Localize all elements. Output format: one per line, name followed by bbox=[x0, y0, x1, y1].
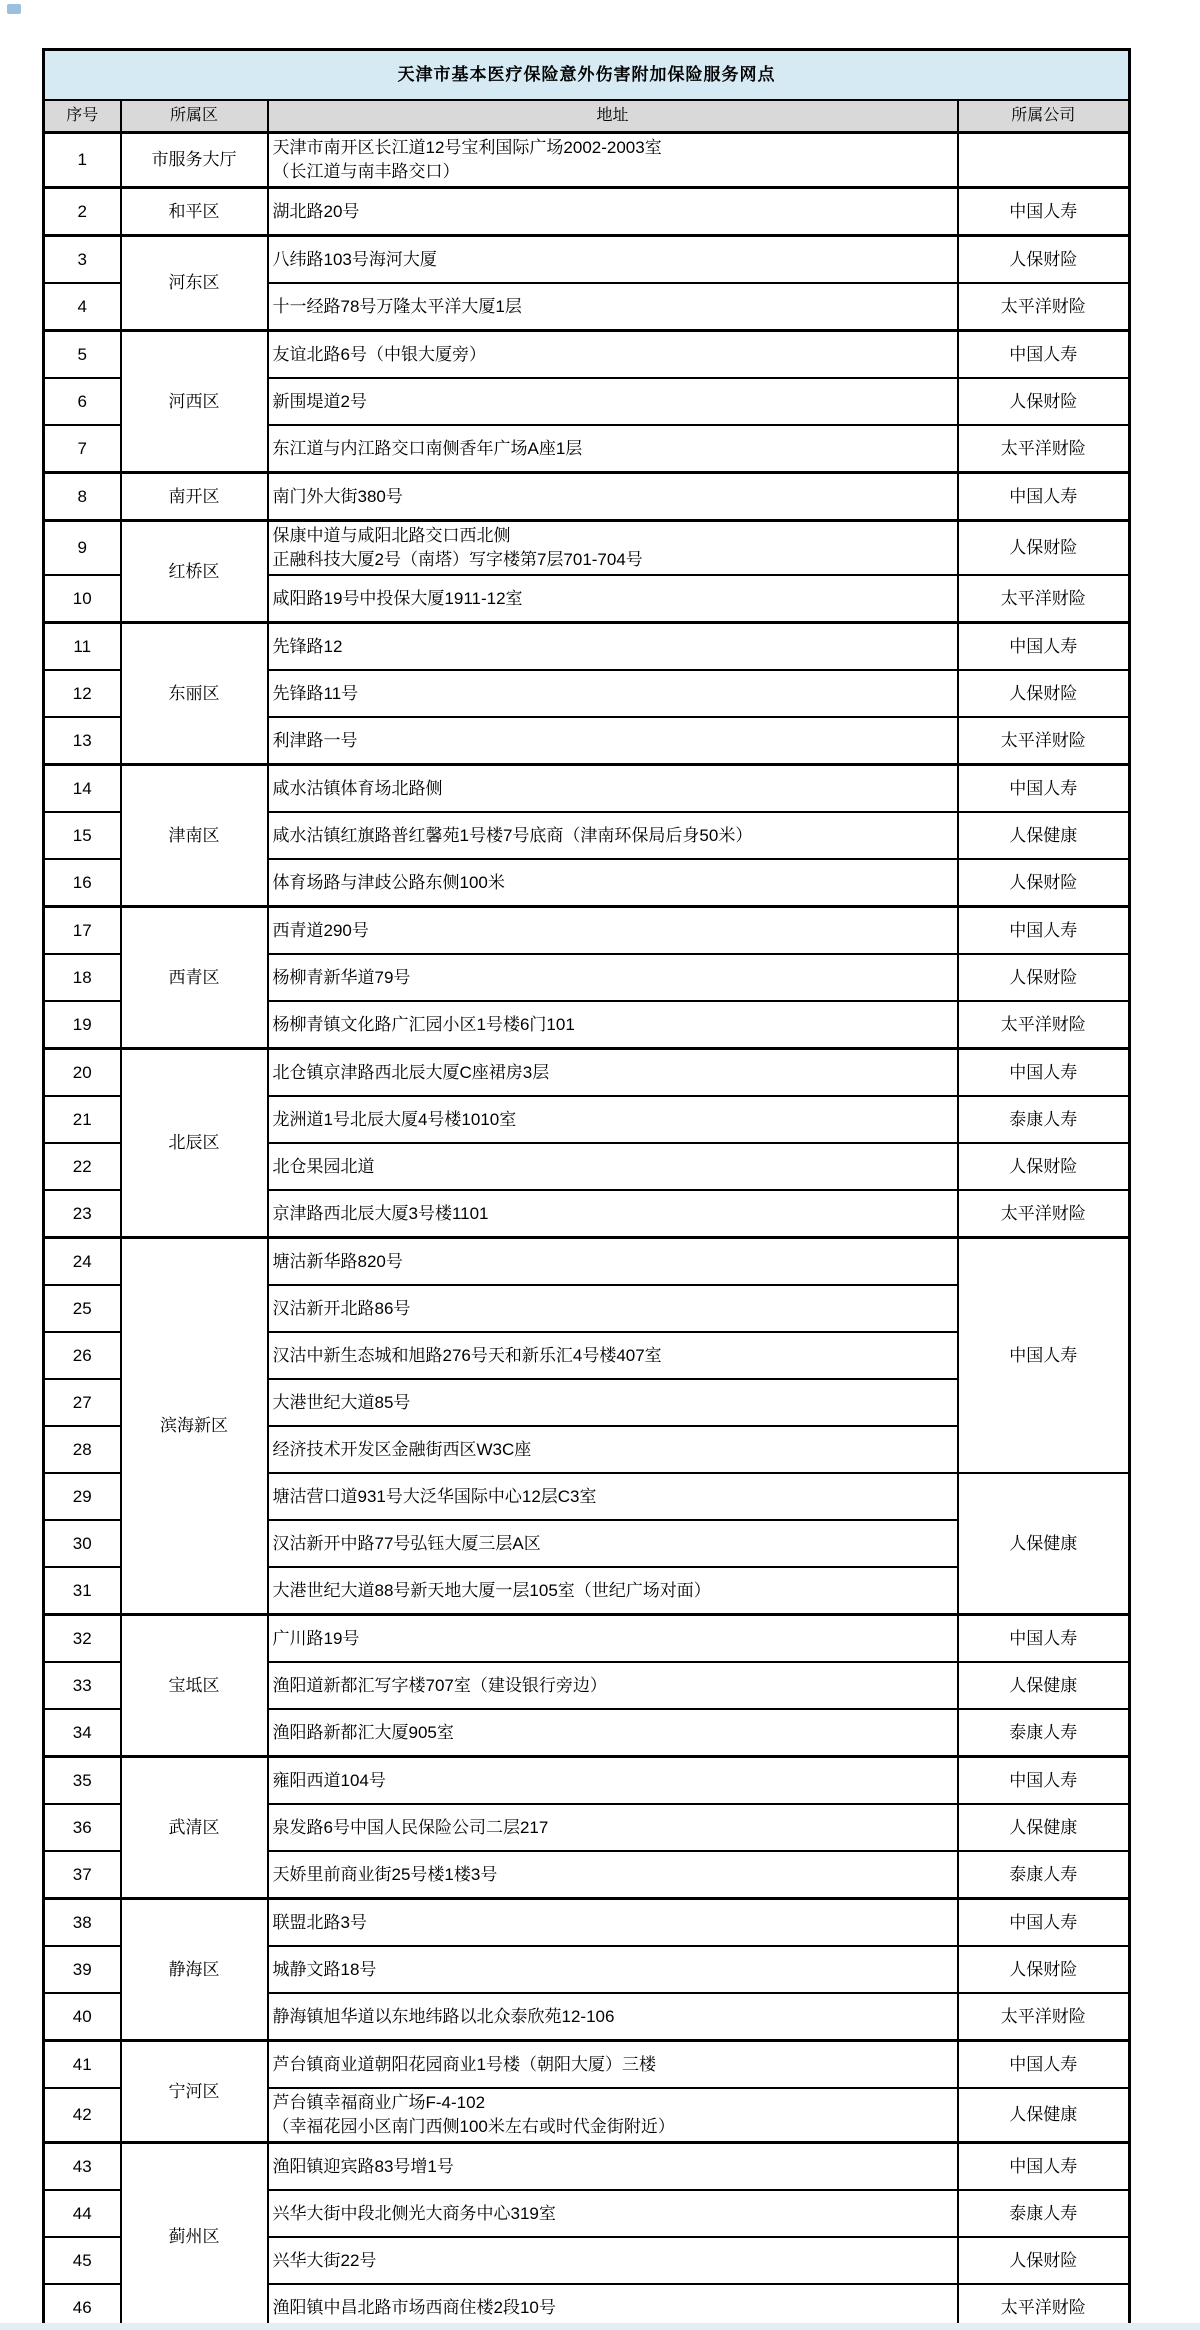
address-line: 友谊北路6号（中银大厦旁） bbox=[272, 344, 486, 364]
address-cell bbox=[268, 1709, 958, 1757]
address-cell bbox=[268, 1851, 958, 1899]
district-cell: 宝坻区 bbox=[121, 1615, 268, 1757]
row-number-cell: 23 bbox=[44, 1190, 121, 1238]
address-line: 保康中道与咸阳北路交口西北侧 bbox=[272, 526, 511, 545]
column-header-address: 地址 bbox=[268, 100, 958, 133]
row-number-cell: 20 bbox=[44, 1049, 121, 1097]
address-cell bbox=[268, 283, 958, 331]
company-cell: 中国人寿 bbox=[958, 1899, 1130, 1947]
address-line: （幸福花园小区南门西侧100米左右或时代金街附近） bbox=[272, 2117, 675, 2136]
address-line: 渔阳镇迎宾路83号增1号 bbox=[272, 2156, 454, 2176]
address-line: 汉沽中新生态城和旭路276号天和新乐汇4号楼407室 bbox=[272, 1345, 662, 1365]
address-cell bbox=[268, 1946, 958, 1993]
row-number-cell: 17 bbox=[44, 907, 121, 955]
company-cell: 中国人寿 bbox=[958, 2143, 1130, 2191]
address-line: 大港世纪大道85号 bbox=[272, 1392, 411, 1412]
company-cell: 人保健康 bbox=[958, 1473, 1130, 1615]
address-line: 西青道290号 bbox=[272, 920, 369, 940]
address-cell bbox=[268, 1190, 958, 1238]
address-line: 体育场路与津歧公路东侧100米 bbox=[272, 872, 505, 892]
company-cell: 人保财险 bbox=[958, 1143, 1130, 1190]
row-number-cell: 8 bbox=[44, 473, 121, 521]
address-cell bbox=[268, 521, 958, 576]
address-line: 南门外大街380号 bbox=[272, 486, 403, 506]
address-line: 渔阳镇中昌北路市场西商住楼2段10号 bbox=[272, 2297, 556, 2317]
table-row bbox=[44, 623, 1130, 671]
district-cell: 西青区 bbox=[121, 907, 268, 1049]
table-row bbox=[44, 236, 1130, 284]
corner-mark-icon bbox=[7, 4, 21, 14]
row-number-cell: 35 bbox=[44, 1757, 121, 1805]
row-number-cell: 44 bbox=[44, 2190, 121, 2237]
table-row bbox=[44, 1238, 1130, 1286]
address-cell bbox=[268, 1804, 958, 1851]
table-row bbox=[44, 907, 1130, 955]
address-cell bbox=[268, 1662, 958, 1709]
service-points-table bbox=[42, 48, 1131, 2330]
address-line: 龙洲道1号北辰大厦4号楼1010室 bbox=[272, 1109, 517, 1129]
table-row bbox=[44, 765, 1130, 813]
address-cell bbox=[268, 1238, 958, 1286]
row-number-cell: 3 bbox=[44, 236, 121, 284]
address-cell bbox=[268, 670, 958, 717]
company-cell: 中国人寿 bbox=[958, 623, 1130, 671]
address-line: 渔阳道新都汇写字楼707室（建设银行旁边） bbox=[272, 1675, 607, 1695]
address-cell bbox=[268, 2237, 958, 2284]
row-number-cell: 29 bbox=[44, 1473, 121, 1520]
company-cell: 人保健康 bbox=[958, 812, 1130, 859]
address-line: 汉沽新开北路86号 bbox=[272, 1298, 411, 1318]
company-cell: 中国人寿 bbox=[958, 188, 1130, 236]
address-line: 塘沽营口道931号大泛华国际中心12层C3室 bbox=[272, 1486, 597, 1506]
address-cell bbox=[268, 1757, 958, 1805]
company-cell: 人保财险 bbox=[958, 236, 1130, 284]
row-number-cell: 25 bbox=[44, 1285, 121, 1332]
district-cell: 南开区 bbox=[121, 473, 268, 521]
address-cell bbox=[268, 1001, 958, 1049]
company-cell: 人保财险 bbox=[958, 2237, 1130, 2284]
row-number-cell: 9 bbox=[44, 521, 121, 576]
row-number-cell: 34 bbox=[44, 1709, 121, 1757]
company-cell: 泰康人寿 bbox=[958, 1851, 1130, 1899]
company-cell: 人保财险 bbox=[958, 378, 1130, 425]
row-number-cell: 13 bbox=[44, 717, 121, 765]
row-number-cell: 32 bbox=[44, 1615, 121, 1663]
row-number-cell: 31 bbox=[44, 1567, 121, 1615]
row-number-cell: 26 bbox=[44, 1332, 121, 1379]
district-cell: 河东区 bbox=[121, 236, 268, 331]
address-line: 天娇里前商业街25号楼1楼3号 bbox=[272, 1864, 498, 1884]
company-cell: 太平洋财险 bbox=[958, 717, 1130, 765]
company-cell: 太平洋财险 bbox=[958, 575, 1130, 623]
table-row bbox=[44, 521, 1130, 576]
district-cell: 北辰区 bbox=[121, 1049, 268, 1238]
address-cell bbox=[268, 1379, 958, 1426]
row-number-cell: 12 bbox=[44, 670, 121, 717]
table-row bbox=[44, 188, 1130, 236]
address-cell bbox=[268, 859, 958, 907]
address-line: 北仓果园北道 bbox=[272, 1156, 375, 1176]
company-cell: 人保财险 bbox=[958, 1946, 1130, 1993]
row-number-cell: 5 bbox=[44, 331, 121, 379]
address-line: 联盟北路3号 bbox=[272, 1912, 367, 1932]
company-cell: 太平洋财险 bbox=[958, 1190, 1130, 1238]
column-header-district: 所属区 bbox=[121, 100, 268, 133]
row-number-cell: 21 bbox=[44, 1096, 121, 1143]
address-line: 塘沽新华路820号 bbox=[272, 1251, 403, 1271]
address-line: 正融科技大厦2号（南塔）写字楼第7层701-704号 bbox=[272, 550, 643, 569]
address-line: 兴华大街22号 bbox=[272, 2250, 377, 2270]
column-header-row bbox=[44, 100, 1130, 133]
address-cell bbox=[268, 473, 958, 521]
district-cell: 宁河区 bbox=[121, 2041, 268, 2143]
address-cell bbox=[268, 2190, 958, 2237]
district-cell: 红桥区 bbox=[121, 521, 268, 623]
row-number-cell: 1 bbox=[44, 133, 121, 188]
row-number-cell: 6 bbox=[44, 378, 121, 425]
row-number-cell: 7 bbox=[44, 425, 121, 473]
address-cell bbox=[268, 1993, 958, 2041]
row-number-cell: 15 bbox=[44, 812, 121, 859]
address-line: 东江道与内江路交口南侧香年广场A座1层 bbox=[272, 438, 583, 458]
row-number-cell: 30 bbox=[44, 1520, 121, 1567]
address-cell bbox=[268, 1332, 958, 1379]
row-number-cell: 42 bbox=[44, 2088, 121, 2143]
address-line: 先锋路11号 bbox=[272, 683, 359, 703]
table-row bbox=[44, 1615, 1130, 1663]
address-cell bbox=[268, 623, 958, 671]
address-cell bbox=[268, 188, 958, 236]
row-number-cell: 10 bbox=[44, 575, 121, 623]
address-line: 京津路西北辰大厦3号楼1101 bbox=[272, 1203, 489, 1223]
address-line: 杨柳青镇文化路广汇园小区1号楼6门101 bbox=[272, 1014, 575, 1034]
address-cell bbox=[268, 2041, 958, 2089]
district-cell: 蓟州区 bbox=[121, 2143, 268, 2330]
company-cell: 人保健康 bbox=[958, 2088, 1130, 2143]
title-row bbox=[44, 50, 1130, 101]
address-cell bbox=[268, 1049, 958, 1097]
district-cell: 市服务大厅 bbox=[121, 133, 268, 188]
address-line: 先锋路12 bbox=[272, 636, 343, 656]
address-line: 天津市南开区长江道12号宝利国际广场2002-2003室 bbox=[272, 138, 662, 157]
company-cell: 中国人寿 bbox=[958, 2041, 1130, 2089]
row-number-cell: 19 bbox=[44, 1001, 121, 1049]
address-cell bbox=[268, 575, 958, 623]
row-number-cell: 24 bbox=[44, 1238, 121, 1286]
address-cell bbox=[268, 1899, 958, 1947]
row-number-cell: 14 bbox=[44, 765, 121, 813]
company-cell: 人保健康 bbox=[958, 1662, 1130, 1709]
address-line: 新围堤道2号 bbox=[272, 391, 367, 411]
row-number-cell: 41 bbox=[44, 2041, 121, 2089]
table-row bbox=[44, 2143, 1130, 2191]
address-line: 静海镇旭华道以东地纬路以北众泰欣苑12-106 bbox=[272, 2006, 615, 2026]
table-body bbox=[44, 133, 1130, 2330]
table-row bbox=[44, 133, 1130, 188]
district-cell: 静海区 bbox=[121, 1899, 268, 2041]
address-line: 湖北路20号 bbox=[272, 201, 360, 221]
company-cell: 太平洋财险 bbox=[958, 1993, 1130, 2041]
address-cell bbox=[268, 907, 958, 955]
company-cell: 中国人寿 bbox=[958, 907, 1130, 955]
company-cell: 中国人寿 bbox=[958, 1238, 1130, 1474]
address-cell bbox=[268, 1285, 958, 1332]
address-cell bbox=[268, 133, 958, 188]
row-number-cell: 36 bbox=[44, 1804, 121, 1851]
address-cell bbox=[268, 812, 958, 859]
row-number-cell: 2 bbox=[44, 188, 121, 236]
table-row bbox=[44, 1757, 1130, 1805]
address-cell bbox=[268, 1426, 958, 1473]
company-cell: 泰康人寿 bbox=[958, 2190, 1130, 2237]
address-cell bbox=[268, 2088, 958, 2143]
address-line: 利津路一号 bbox=[272, 730, 358, 750]
company-cell: 中国人寿 bbox=[958, 1615, 1130, 1663]
row-number-cell: 37 bbox=[44, 1851, 121, 1899]
district-cell: 滨海新区 bbox=[121, 1238, 268, 1615]
company-cell: 中国人寿 bbox=[958, 1757, 1130, 1805]
company-cell: 泰康人寿 bbox=[958, 1709, 1130, 1757]
address-line: 大港世纪大道88号新天地大厦一层105室（世纪广场对面） bbox=[272, 1580, 711, 1600]
address-cell bbox=[268, 425, 958, 473]
bottom-strip bbox=[0, 2323, 1200, 2330]
address-cell bbox=[268, 1615, 958, 1663]
address-line: 芦台镇幸福商业广场F-4-102 bbox=[272, 2093, 486, 2112]
address-line: 兴华大街中段北侧光大商务中心319室 bbox=[272, 2203, 556, 2223]
address-cell bbox=[268, 1473, 958, 1520]
district-cell: 河西区 bbox=[121, 331, 268, 473]
district-cell: 和平区 bbox=[121, 188, 268, 236]
company-cell: 中国人寿 bbox=[958, 473, 1130, 521]
address-line: 渔阳路新都汇大厦905室 bbox=[272, 1722, 454, 1742]
address-cell bbox=[268, 1096, 958, 1143]
row-number-cell: 43 bbox=[44, 2143, 121, 2191]
company-cell: 太平洋财险 bbox=[958, 1001, 1130, 1049]
address-line: （长江道与南丰路交口） bbox=[272, 162, 460, 181]
company-cell bbox=[958, 133, 1130, 188]
row-number-cell: 16 bbox=[44, 859, 121, 907]
company-cell: 太平洋财险 bbox=[958, 425, 1130, 473]
address-line: 雍阳西道104号 bbox=[272, 1770, 386, 1790]
row-number-cell: 18 bbox=[44, 954, 121, 1001]
address-line: 八纬路103号海河大厦 bbox=[272, 249, 437, 269]
address-cell bbox=[268, 954, 958, 1001]
district-cell: 津南区 bbox=[121, 765, 268, 907]
row-number-cell: 40 bbox=[44, 1993, 121, 2041]
address-cell bbox=[268, 765, 958, 813]
address-cell bbox=[268, 331, 958, 379]
company-cell: 中国人寿 bbox=[958, 331, 1130, 379]
address-cell bbox=[268, 2143, 958, 2191]
address-line: 十一经路78号万隆太平洋大厦1层 bbox=[272, 296, 522, 316]
company-cell: 太平洋财险 bbox=[958, 2284, 1130, 2330]
table-row bbox=[44, 2041, 1130, 2089]
table-row bbox=[44, 331, 1130, 379]
company-cell: 中国人寿 bbox=[958, 765, 1130, 813]
address-line: 杨柳青新华道79号 bbox=[272, 967, 411, 987]
row-number-cell: 4 bbox=[44, 283, 121, 331]
page-title: 天津市基本医疗保险意外伤害附加保险服务网点 bbox=[44, 50, 1130, 101]
address-line: 咸水沽镇体育场北路侧 bbox=[272, 778, 443, 798]
table-row bbox=[44, 473, 1130, 521]
row-number-cell: 28 bbox=[44, 1426, 121, 1473]
address-line: 咸水沽镇红旗路普红馨苑1号楼7号底商（津南环保局后身50米） bbox=[272, 825, 753, 845]
address-line: 北仓镇京津路西北辰大厦C座裙房3层 bbox=[272, 1062, 550, 1082]
address-line: 泉发路6号中国人民保险公司二层217 bbox=[272, 1817, 549, 1837]
address-line: 广川路19号 bbox=[272, 1628, 360, 1648]
address-cell bbox=[268, 1520, 958, 1567]
row-number-cell: 22 bbox=[44, 1143, 121, 1190]
table-row bbox=[44, 1899, 1130, 1947]
address-cell bbox=[268, 1567, 958, 1615]
address-line: 汉沽新开中路77号弘钰大厦三层A区 bbox=[272, 1533, 541, 1553]
district-cell: 武清区 bbox=[121, 1757, 268, 1899]
company-cell: 太平洋财险 bbox=[958, 283, 1130, 331]
address-line: 经济技术开发区金融街西区W3C座 bbox=[272, 1439, 532, 1459]
company-cell: 人保财险 bbox=[958, 521, 1130, 576]
company-cell: 人保财险 bbox=[958, 670, 1130, 717]
row-number-cell: 27 bbox=[44, 1379, 121, 1426]
company-cell: 人保财险 bbox=[958, 859, 1130, 907]
address-cell bbox=[268, 236, 958, 284]
column-header-company: 所属公司 bbox=[958, 100, 1130, 133]
row-number-cell: 46 bbox=[44, 2284, 121, 2330]
company-cell: 人保健康 bbox=[958, 1804, 1130, 1851]
address-cell bbox=[268, 717, 958, 765]
row-number-cell: 11 bbox=[44, 623, 121, 671]
column-header-no: 序号 bbox=[44, 100, 121, 133]
row-number-cell: 38 bbox=[44, 1899, 121, 1947]
company-cell: 中国人寿 bbox=[958, 1049, 1130, 1097]
company-cell: 人保财险 bbox=[958, 954, 1130, 1001]
row-number-cell: 45 bbox=[44, 2237, 121, 2284]
address-line: 咸阳路19号中投保大厦1911-12室 bbox=[272, 588, 523, 608]
address-cell bbox=[268, 1143, 958, 1190]
district-cell: 东丽区 bbox=[121, 623, 268, 765]
row-number-cell: 33 bbox=[44, 1662, 121, 1709]
table-row bbox=[44, 1049, 1130, 1097]
address-line: 芦台镇商业道朝阳花园商业1号楼（朝阳大厦）三楼 bbox=[272, 2054, 656, 2074]
row-number-cell: 39 bbox=[44, 1946, 121, 1993]
address-line: 城静文路18号 bbox=[272, 1959, 377, 1979]
address-cell bbox=[268, 378, 958, 425]
company-cell: 泰康人寿 bbox=[958, 1096, 1130, 1143]
